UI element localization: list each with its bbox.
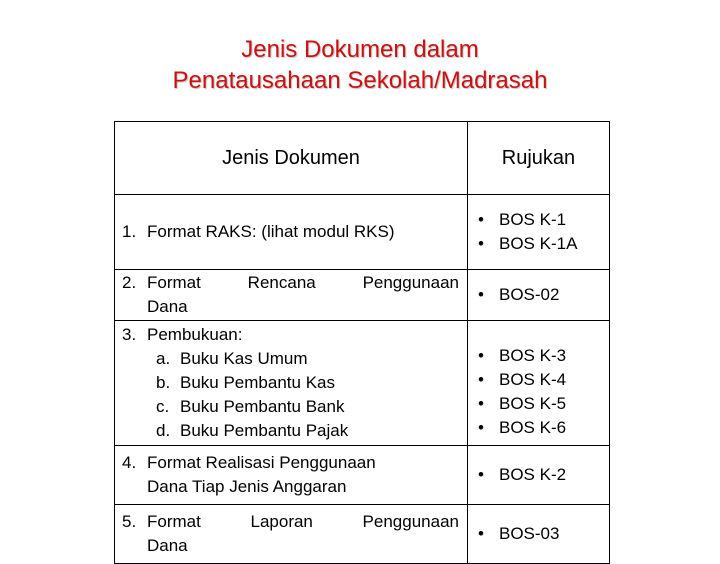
bullet-icon: • <box>478 285 484 304</box>
sub-item-text: Buku Pembantu Kas <box>180 373 335 392</box>
sub-item <box>147 395 459 419</box>
item-number: 1. <box>122 222 137 241</box>
item-number: 4. <box>122 453 137 472</box>
sub-item-text: Buku Kas Umum <box>180 349 308 368</box>
document-table <box>114 121 610 564</box>
title-line-2: Penatausahaan Sekolah/Madrasah <box>172 67 548 94</box>
table-header-row <box>115 122 610 195</box>
bullet-icon: • <box>478 418 484 437</box>
reference-text: BOS K-6 <box>499 418 567 437</box>
table-row <box>115 270 610 321</box>
reference-text: BOS K-5 <box>499 394 567 413</box>
reference-text: BOS-03 <box>499 524 560 543</box>
item-word: Format <box>147 273 201 292</box>
list-item <box>478 522 609 546</box>
item-word: Rencana <box>247 273 316 292</box>
item-text-continued: Dana <box>147 297 188 316</box>
list-item <box>478 344 609 368</box>
bullet-icon: • <box>478 346 484 365</box>
list-item <box>478 463 609 487</box>
document-cell <box>115 321 468 446</box>
reference-text: BOS K-1 <box>499 210 567 229</box>
sub-item-text: Buku Pembantu Bank <box>180 397 345 416</box>
reference-text: BOS-02 <box>499 285 560 304</box>
bullet-icon: • <box>478 234 484 253</box>
sub-item-letter: b. <box>156 373 171 392</box>
reference-cell <box>468 505 610 564</box>
item-word: Penggunaan <box>362 273 459 292</box>
bullet-icon: • <box>478 210 484 229</box>
document-cell <box>115 270 468 321</box>
list-item <box>478 416 609 440</box>
table-row <box>115 195 610 270</box>
reference-text: BOS K-3 <box>499 346 567 365</box>
sub-item-text: Buku Pembantu Pajak <box>180 421 349 440</box>
reference-cell <box>468 195 610 270</box>
slide-title <box>0 34 720 96</box>
header-jenis-dokumen: Jenis Dokumen <box>115 122 468 195</box>
item-number: 3. <box>122 325 137 344</box>
document-cell <box>115 195 468 270</box>
list-item <box>478 392 609 416</box>
item-number: 5. <box>122 512 137 531</box>
reference-cell <box>468 446 610 505</box>
sub-item <box>147 371 459 395</box>
title-line-1: Jenis Dokumen dalam <box>241 36 479 63</box>
item-word: Laporan <box>250 512 313 531</box>
item-text: Pembukuan: <box>147 325 243 344</box>
item-text-continued: Dana Tiap Jenis Anggaran <box>147 477 347 496</box>
bullet-icon: • <box>478 465 484 484</box>
bullet-icon: • <box>478 394 484 413</box>
table-row <box>115 505 610 564</box>
item-text: Format RAKS: (lihat modul RKS) <box>147 222 395 241</box>
document-cell <box>115 446 468 505</box>
list-item <box>478 232 609 256</box>
reference-text: BOS K-2 <box>499 465 567 484</box>
bullet-icon: • <box>478 524 484 543</box>
item-word: Format <box>147 512 201 531</box>
reference-cell <box>468 270 610 321</box>
reference-text: BOS K-1A <box>499 234 578 253</box>
item-text-continued: Dana <box>147 536 188 555</box>
table-row <box>115 321 610 446</box>
sub-item <box>147 419 459 443</box>
sub-item-letter: c. <box>156 397 170 416</box>
sub-item-letter: a. <box>156 349 171 368</box>
reference-text: BOS K-4 <box>499 370 567 389</box>
header-rujukan: Rujukan <box>468 122 610 195</box>
item-text: Format Realisasi Penggunaan <box>147 453 376 472</box>
reference-cell <box>468 321 610 446</box>
table-row <box>115 446 610 505</box>
list-item <box>478 368 609 392</box>
item-word: Penggunaan <box>362 512 459 531</box>
list-item <box>478 208 609 232</box>
sub-item-letter: d. <box>156 421 171 440</box>
list-item <box>478 283 609 307</box>
bullet-icon: • <box>478 370 484 389</box>
item-number: 2. <box>122 273 137 292</box>
document-cell <box>115 505 468 564</box>
sub-item <box>147 347 459 371</box>
